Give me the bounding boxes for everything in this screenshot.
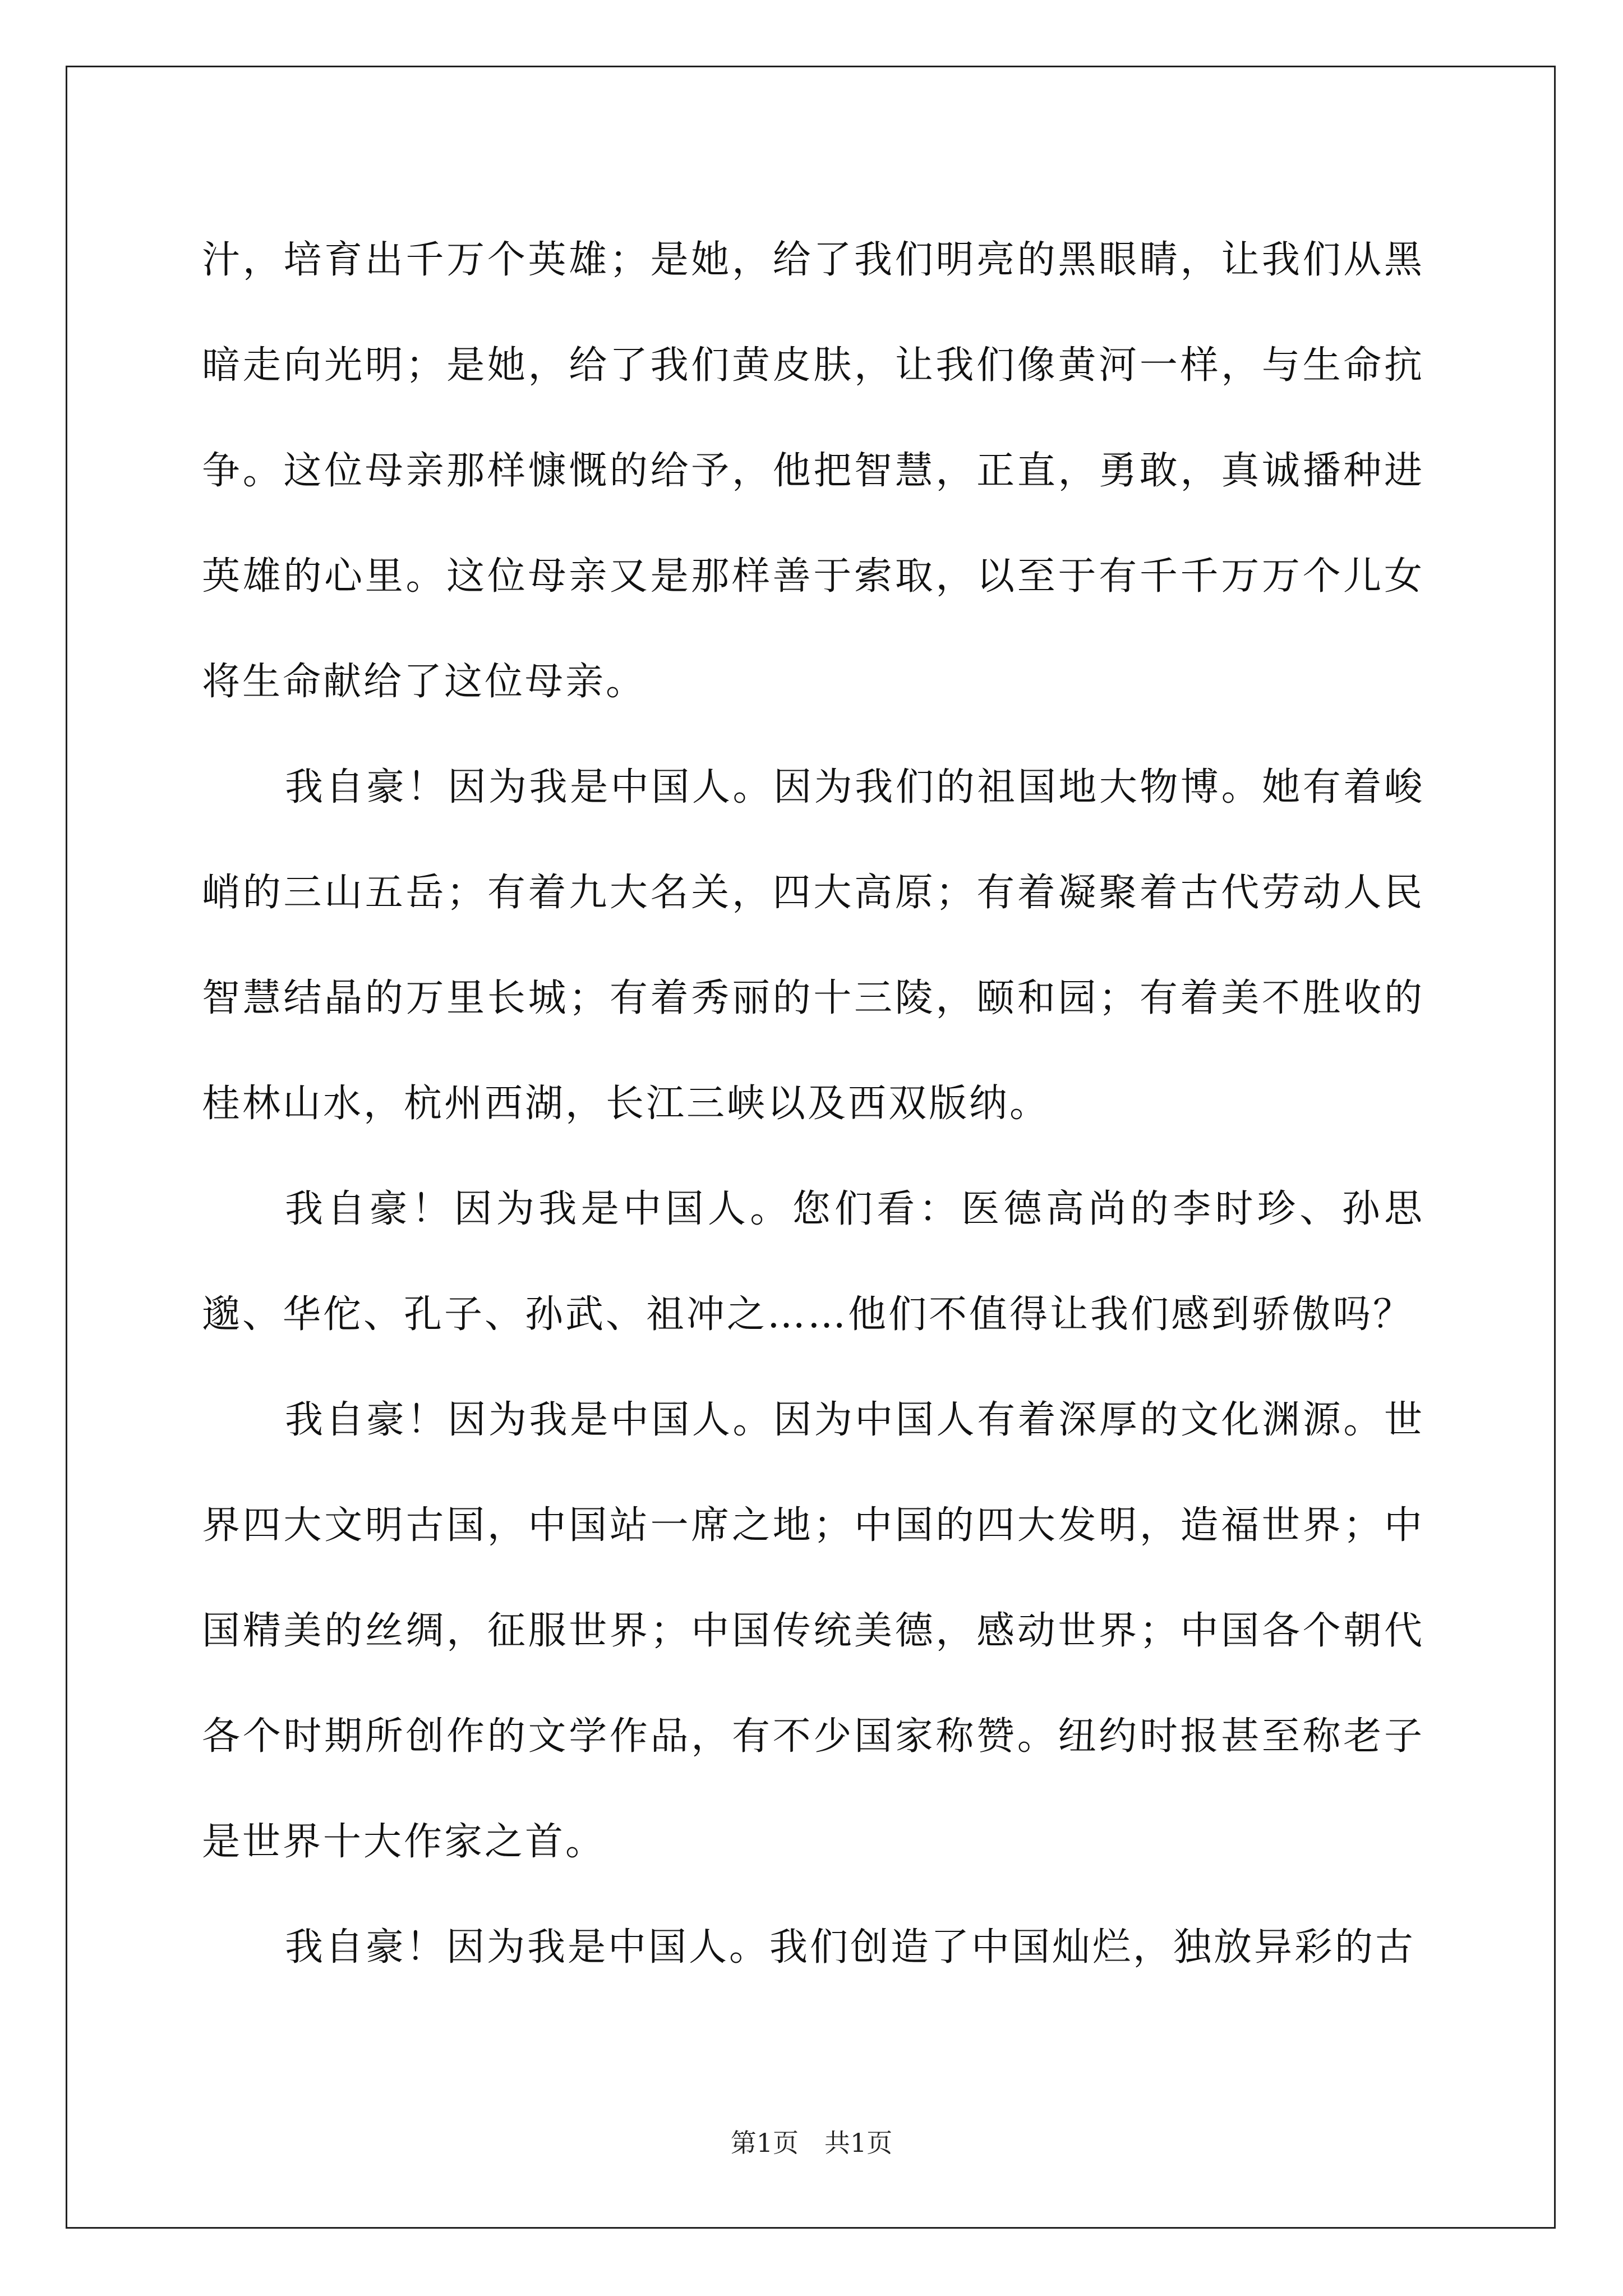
document-body bbox=[202, 208, 1424, 2000]
paragraph-4: 我自豪！因为我是中国人。因为中国人有着深厚的文化渊源。世界四大文明古国，中国站一席之地；中国的四大发明，造福世界；中国精美的丝绸，征服世界；中国传统美德，感动世界；中国各个朝代各个时期所创作的文学作品，有不少国家称赞。纽约时报甚至称老子是世界十大作家之首。 bbox=[202, 1398, 1424, 1864]
paragraph-3: 我自豪！因为我是中国人。您们看：医德高尚的李时珍、孙思邈、华佗、孔子、孙武、祖冲之……他们不值得让我们感到骄傲吗？ bbox=[202, 1187, 1424, 1337]
paragraph-1: 汁，培育出千万个英雄；是她，给了我们明亮的黑眼睛，让我们从黑暗走向光明；是她，给了我们黄皮肤，让我们像黄河一样，与生命抗争。这位母亲那样慷慨的给予，他把智慧，正直，勇敢，真诚播种进英雄的心里。这位母亲又是那样善于索取，以至于有千千万万个儿女将生命献给了这位母亲。 bbox=[202, 238, 1424, 704]
paragraph-5: 我自豪！因为我是中国人。我们创造了中国灿烂，独放异彩的古 bbox=[285, 1925, 1416, 1970]
page-footer: 第1页 共1页 bbox=[730, 2128, 893, 2158]
paragraph-2: 我自豪！因为我是中国人。因为我们的祖国地大物博。她有着峻峭的三山五岳；有着九大名关，四大高原；有着凝聚着古代劳动人民智慧结晶的万里长城；有着秀丽的十三陵，颐和园；有着美不胜收的桂林山水，杭州西湖，长江三峡以及西双版纳。 bbox=[202, 765, 1424, 1126]
